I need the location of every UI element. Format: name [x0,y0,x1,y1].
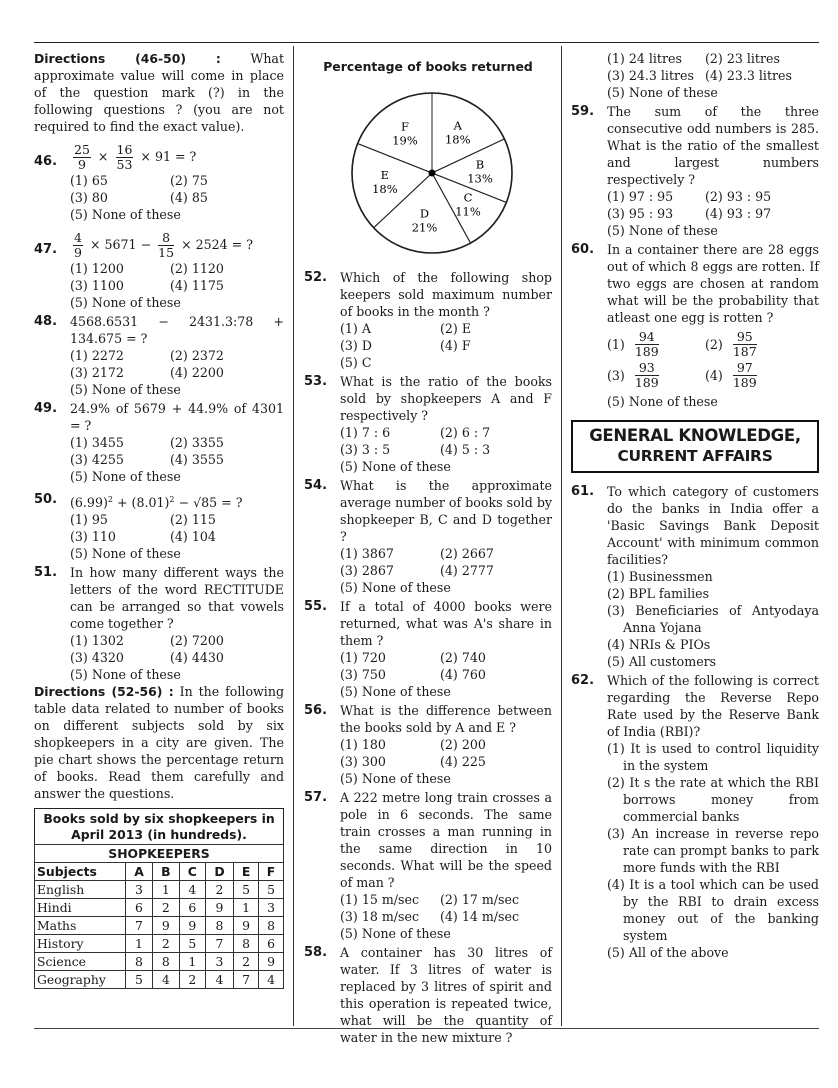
value-cell: 9 [205,899,233,917]
option: (4) $\frac{97}{189}$ [705,360,757,390]
pie-label-value: 18% [372,181,398,196]
option: (5) All customers [607,654,717,669]
directions-text: What approximate value will come in place of the question mark (?) in the following questions ? (you are not required to find the exact value). [34,51,284,134]
option: (3) 1100 [70,278,124,293]
value-cell: 5 [179,935,205,953]
option: (5) None of these [70,295,181,310]
option: (4) 3555 [170,452,224,467]
value-cell: 9 [234,917,259,935]
option: (5) None of these [607,223,718,238]
options [70,172,284,206]
question-61 [571,483,819,670]
question-52 [304,269,552,371]
value-cell: 3 [126,881,153,899]
option: (4) 104 [170,529,216,545]
option: (5) None of these [340,926,451,941]
option: (4) 225 [440,754,486,769]
directions-heading: Directions (52-56) : [34,684,174,700]
options [70,260,284,294]
question-text: 4568.6531 − 2431.3:78 + 134.675 = ? [70,314,284,346]
option: (2) 75 [170,173,208,188]
options [340,320,552,354]
column-header: B [153,863,180,881]
subject-cell: English [35,881,126,899]
value-cell: 1 [126,935,153,953]
options [70,632,284,666]
option: (4) 2777 [440,563,494,578]
fraction: $\frac{16}{53}$ [116,142,133,172]
value-cell: 5 [126,971,153,989]
question-58-options [571,50,819,101]
pie-label-value: 21% [411,220,438,235]
question-number: 56. [304,703,328,718]
pie-label-category: A [453,118,462,133]
option: (4) NRIs & PIOs [607,637,711,652]
options [607,50,819,84]
directions-46-50 [34,50,284,135]
option: (4) 23.3 litres [705,68,792,83]
question-text: In how many different ways the letters of the word RECTITUDE can be arranged so that vowels come together ? [70,565,284,632]
question-number: 62. [571,673,595,688]
value-cell: 2 [234,953,259,971]
question-text: A container has 30 litres of water. If 3 litres of water is replaced by 3 litres of spirit and this operation is repeated twice, what will be the quantity of water in the new mixture ? [340,945,552,1045]
options [340,424,552,458]
pie-label-value: 11% [455,204,481,219]
option: (5) None of these [70,667,181,683]
option: (1) 180 [340,737,386,752]
pie-label-category: D [419,206,430,221]
column-header: D [205,863,233,881]
option: (2) 2372 [170,348,224,363]
option: (2) E [440,321,472,336]
value-cell: 6 [259,935,284,953]
option: (4) 4430 [170,650,224,666]
option: (3) 4255 [70,452,124,467]
bottom-rule [34,1028,819,1029]
question-53 [304,373,552,475]
option: (4) 1175 [170,278,224,293]
option: (1) 65 [70,173,108,188]
option: (3) 4320 [70,650,124,666]
option: (1) 7 : 6 [340,425,391,440]
question-text: A 222 metre long train crosses a pole in 6 seconds. The same train crosses a man running in the same direction in 10 seconds. What will be the speed of man ? [340,790,552,890]
value-cell: 6 [179,899,205,917]
option: (5) None of these [340,459,451,474]
question-57 [304,789,552,942]
value-cell: 4 [153,971,180,989]
question-50 [34,491,284,562]
value-cell: 2 [205,881,233,899]
pie-label-category: F [401,119,410,134]
column-divider-1 [293,46,294,1026]
option: (3) 110 [70,529,116,545]
pie-label-category: E [380,167,390,182]
value-cell: 7 [126,917,153,935]
column-header: Subjects [35,863,126,881]
question-59 [571,103,819,239]
table-row [35,935,284,953]
directions-heading: Directions (46-50) : [34,51,221,66]
option: (5) C [340,355,372,370]
option: (1) 97 : 95 [607,189,674,204]
value-cell: 7 [205,935,233,953]
question-number: 46. [34,154,58,169]
option: (2) BPL families [607,586,710,601]
option: (5) None of these [607,394,718,409]
value-cell: 4 [259,971,284,989]
option: (1) 15 m/sec [340,892,420,907]
option: (1) 1302 [70,633,124,649]
column-3 [571,50,819,961]
option: (2) It s the rate at which the RBI borrows money from commercial banks [607,775,819,824]
value-cell: 8 [234,935,259,953]
column-divider-2 [561,46,562,1026]
question-number: 51. [34,565,58,581]
option: (4) It is a tool which can be used by the RBI to drain excess money out of the banking system [607,877,819,943]
value-cell: 8 [153,953,180,971]
books-table [34,844,284,989]
question-number: 53. [304,374,328,389]
option: (3) 18 m/sec [340,909,420,924]
option: (2) $\frac{95}{187}$ [705,329,757,359]
option: (1) Businessmen [607,569,713,584]
table-row [35,917,284,935]
value-cell: 9 [179,917,205,935]
option: (5) None of these [607,85,718,100]
option: (4) 760 [440,667,486,682]
value-cell: 6 [126,899,153,917]
column-header: E [234,863,259,881]
question-number: 54. [304,478,328,493]
question-number: 60. [571,242,595,257]
pie-label-value: 13% [467,171,493,186]
option: (3) 750 [340,667,386,682]
option: (3) 2867 [340,563,394,578]
option: (1) It is used to control liquidity in the system [607,741,819,773]
question-46 [34,143,284,223]
option: (4) 5 : 3 [440,442,491,457]
options [607,330,819,390]
question-48 [34,313,284,398]
value-cell: 1 [179,953,205,971]
question-49 [34,400,284,485]
question-54 [304,477,552,596]
option: (5) All of the above [607,945,729,960]
subject-cell: Geography [35,971,126,989]
question-number: 58. [304,945,328,960]
option: (1) 95 [70,512,108,528]
table-row [35,971,284,989]
value-cell: 2 [179,971,205,989]
fraction: $\frac{8}{15}$ [158,230,175,260]
question-text: Which of the following shop keepers sold maximum number of books in the month ? [340,270,552,319]
question-number: 48. [34,314,58,329]
value-cell: 2 [153,935,180,953]
table-group-header: SHOPKEEPERS [35,845,284,863]
option: (2) 93 : 95 [705,189,772,204]
pie-label-category: B [475,157,485,172]
question-text: Which of the following is correct regarding the Reverse Repo Rate used by the Reserve Bank of India (RBI)? [607,673,819,739]
question-text: The sum of the three consecutive odd numbers is 285. What is the ratio of the smallest and largest numbers respectively ? [607,104,819,187]
option: (5) None of these [340,771,451,786]
option: (1) 720 [340,650,386,665]
question-number: 55. [304,599,328,614]
option: (4) 85 [170,190,208,205]
option: (1) A [340,321,371,336]
question-number: 49. [34,401,58,416]
column-header: F [259,863,284,881]
value-cell: 8 [259,917,284,935]
fraction: $\frac{25}{9}$ [74,142,90,172]
value-cell: 3 [259,899,284,917]
pie-label-value: 18% [444,132,471,147]
question-text: $\frac{4}{9}$ × 5671 − $\frac{8}{15}$ × 2524 = ? [74,230,253,260]
table-row [35,899,284,917]
subject-cell: Maths [35,917,126,935]
options [70,511,284,545]
option: (4) 2200 [170,365,224,380]
option: (5) None of these [70,546,181,562]
question-number: 47. [34,242,58,257]
options [70,434,284,468]
option: (5) None of these [70,382,181,397]
question-text: What is the difference between the books sold by A and E ? [340,703,552,735]
options [70,347,284,381]
option: (3) $\frac{93}{189}$ [607,360,659,390]
question-number: 52. [304,270,328,285]
question-text: What is the ratio of the books sold by shopkeepers A and F respectively ? [340,374,552,423]
option: (3) 3 : 5 [340,442,391,457]
question-56 [304,702,552,787]
option: (5) None of these [70,469,181,484]
question-58 [304,944,552,1046]
table-row [35,953,284,971]
column-header: C [179,863,205,881]
question-text: What is the approximate average number of books sold by shopkeeper B, C and D together ? [340,478,552,544]
pie-label-category: C [463,190,473,205]
subject-cell: Hindi [35,899,126,917]
question-text: In a container there are 28 eggs out of which 8 eggs are rotten. If two eggs are chosen at random what will be the probability that atleast one egg is rotten ? [607,242,819,325]
value-cell: 5 [234,881,259,899]
subject-cell: Science [35,953,126,971]
option: (2) 3355 [170,435,224,450]
option: (5) None of these [70,207,181,222]
question-number: 61. [571,484,595,499]
value-cell: 1 [234,899,259,917]
question-55 [304,598,552,700]
question-number: 50. [34,492,58,507]
pie-center-dot [429,170,436,177]
question-51 [34,564,284,683]
pie-chart [304,77,552,267]
section-header-gk: GENERAL KNOWLEDGE, CURRENT AFFAIRS [571,420,819,473]
option: (2) 1120 [170,261,224,276]
question-47 [34,231,284,311]
option: (1) 2272 [70,348,124,363]
directions-52-56 [34,683,284,802]
column-2 [304,50,552,1046]
value-cell: 2 [153,899,180,917]
value-cell: 7 [234,971,259,989]
value-cell: 8 [205,917,233,935]
option: (3) D [340,338,372,353]
chart-title: Percentage of books returned [323,59,533,74]
option: (3) Beneficiaries of Antyodaya Anna Yojana [607,603,819,635]
option: (2) 200 [440,737,486,752]
option: (4) 93 : 97 [705,206,772,221]
fraction: $\frac{4}{9}$ [74,230,82,260]
question-text: If a total of 4000 books were returned, what was A's share in them ? [340,599,552,648]
option: (1) 24 litres [607,51,682,66]
option: (2) 23 litres [705,51,780,66]
option: (3) An increase in reverse repo rate can prompt banks to park more funds with the RBI [607,826,819,875]
option: (3) 80 [70,190,108,205]
options [340,545,552,579]
question-text: $(6.99)^2 + (8.01)^2 - √85$ = ? [70,495,243,511]
value-cell: 9 [259,953,284,971]
options [340,736,552,770]
option: (3) 24.3 litres [607,68,694,83]
value-cell: 9 [153,917,180,935]
column-header: A [126,863,153,881]
question-text: 24.9% of 5679 + 44.9% of 4301 = ? [70,401,284,433]
question-number: 59. [571,104,595,119]
pie-label-value: 19% [392,133,418,148]
table-header-row [35,863,284,881]
option: (2) 740 [440,650,486,665]
subject-cell: History [35,935,126,953]
top-rule [34,42,819,43]
pie-chart-container [304,77,552,267]
value-cell: 3 [205,953,233,971]
option: (1) 3867 [340,546,394,561]
option: (3) 2172 [70,365,124,380]
option: (1) $\frac{94}{189}$ [607,329,659,359]
option: (2) 6 : 7 [440,425,491,440]
option: (5) None of these [340,684,451,699]
question-number: 57. [304,790,328,805]
option: (4) 14 m/sec [440,909,520,924]
option: (3) 95 : 93 [607,206,674,221]
table-row [35,881,284,899]
question-60 [571,241,819,410]
value-cell: 5 [259,881,284,899]
question-62 [571,672,819,961]
option: (5) None of these [340,580,451,595]
options [607,188,819,222]
value-cell: 1 [153,881,180,899]
table-title: Books sold by six shopkeepers in April 2013 (in hundreds). [34,808,284,844]
value-cell: 4 [179,881,205,899]
value-cell: 4 [205,971,233,989]
directions-text: In the following table data related to number of books on different subjects sold by six shopkeepers in a city are given. The pie chart shows the percentage return of books. Read them carefully and answer the questions. [34,684,285,802]
question-text: $\frac{25}{9}$ × $\frac{16}{53}$ × 91 = ? [74,142,197,172]
option: (4) F [440,338,471,353]
option: (2) 7200 [170,633,224,649]
option: (3) 300 [340,754,386,769]
option: (1) 3455 [70,435,124,450]
value-cell: 8 [126,953,153,971]
column-1 [34,50,284,989]
options [340,891,552,925]
option: (1) 1200 [70,261,124,276]
options [340,649,552,683]
option: (2) 2667 [440,546,494,561]
option: (2) 115 [170,512,216,528]
option: (2) 17 m/sec [440,892,520,907]
question-text: To which category of customers do the banks in India offer a 'Basic Savings Bank Deposit Account' with minimum common facilities? [607,484,819,567]
